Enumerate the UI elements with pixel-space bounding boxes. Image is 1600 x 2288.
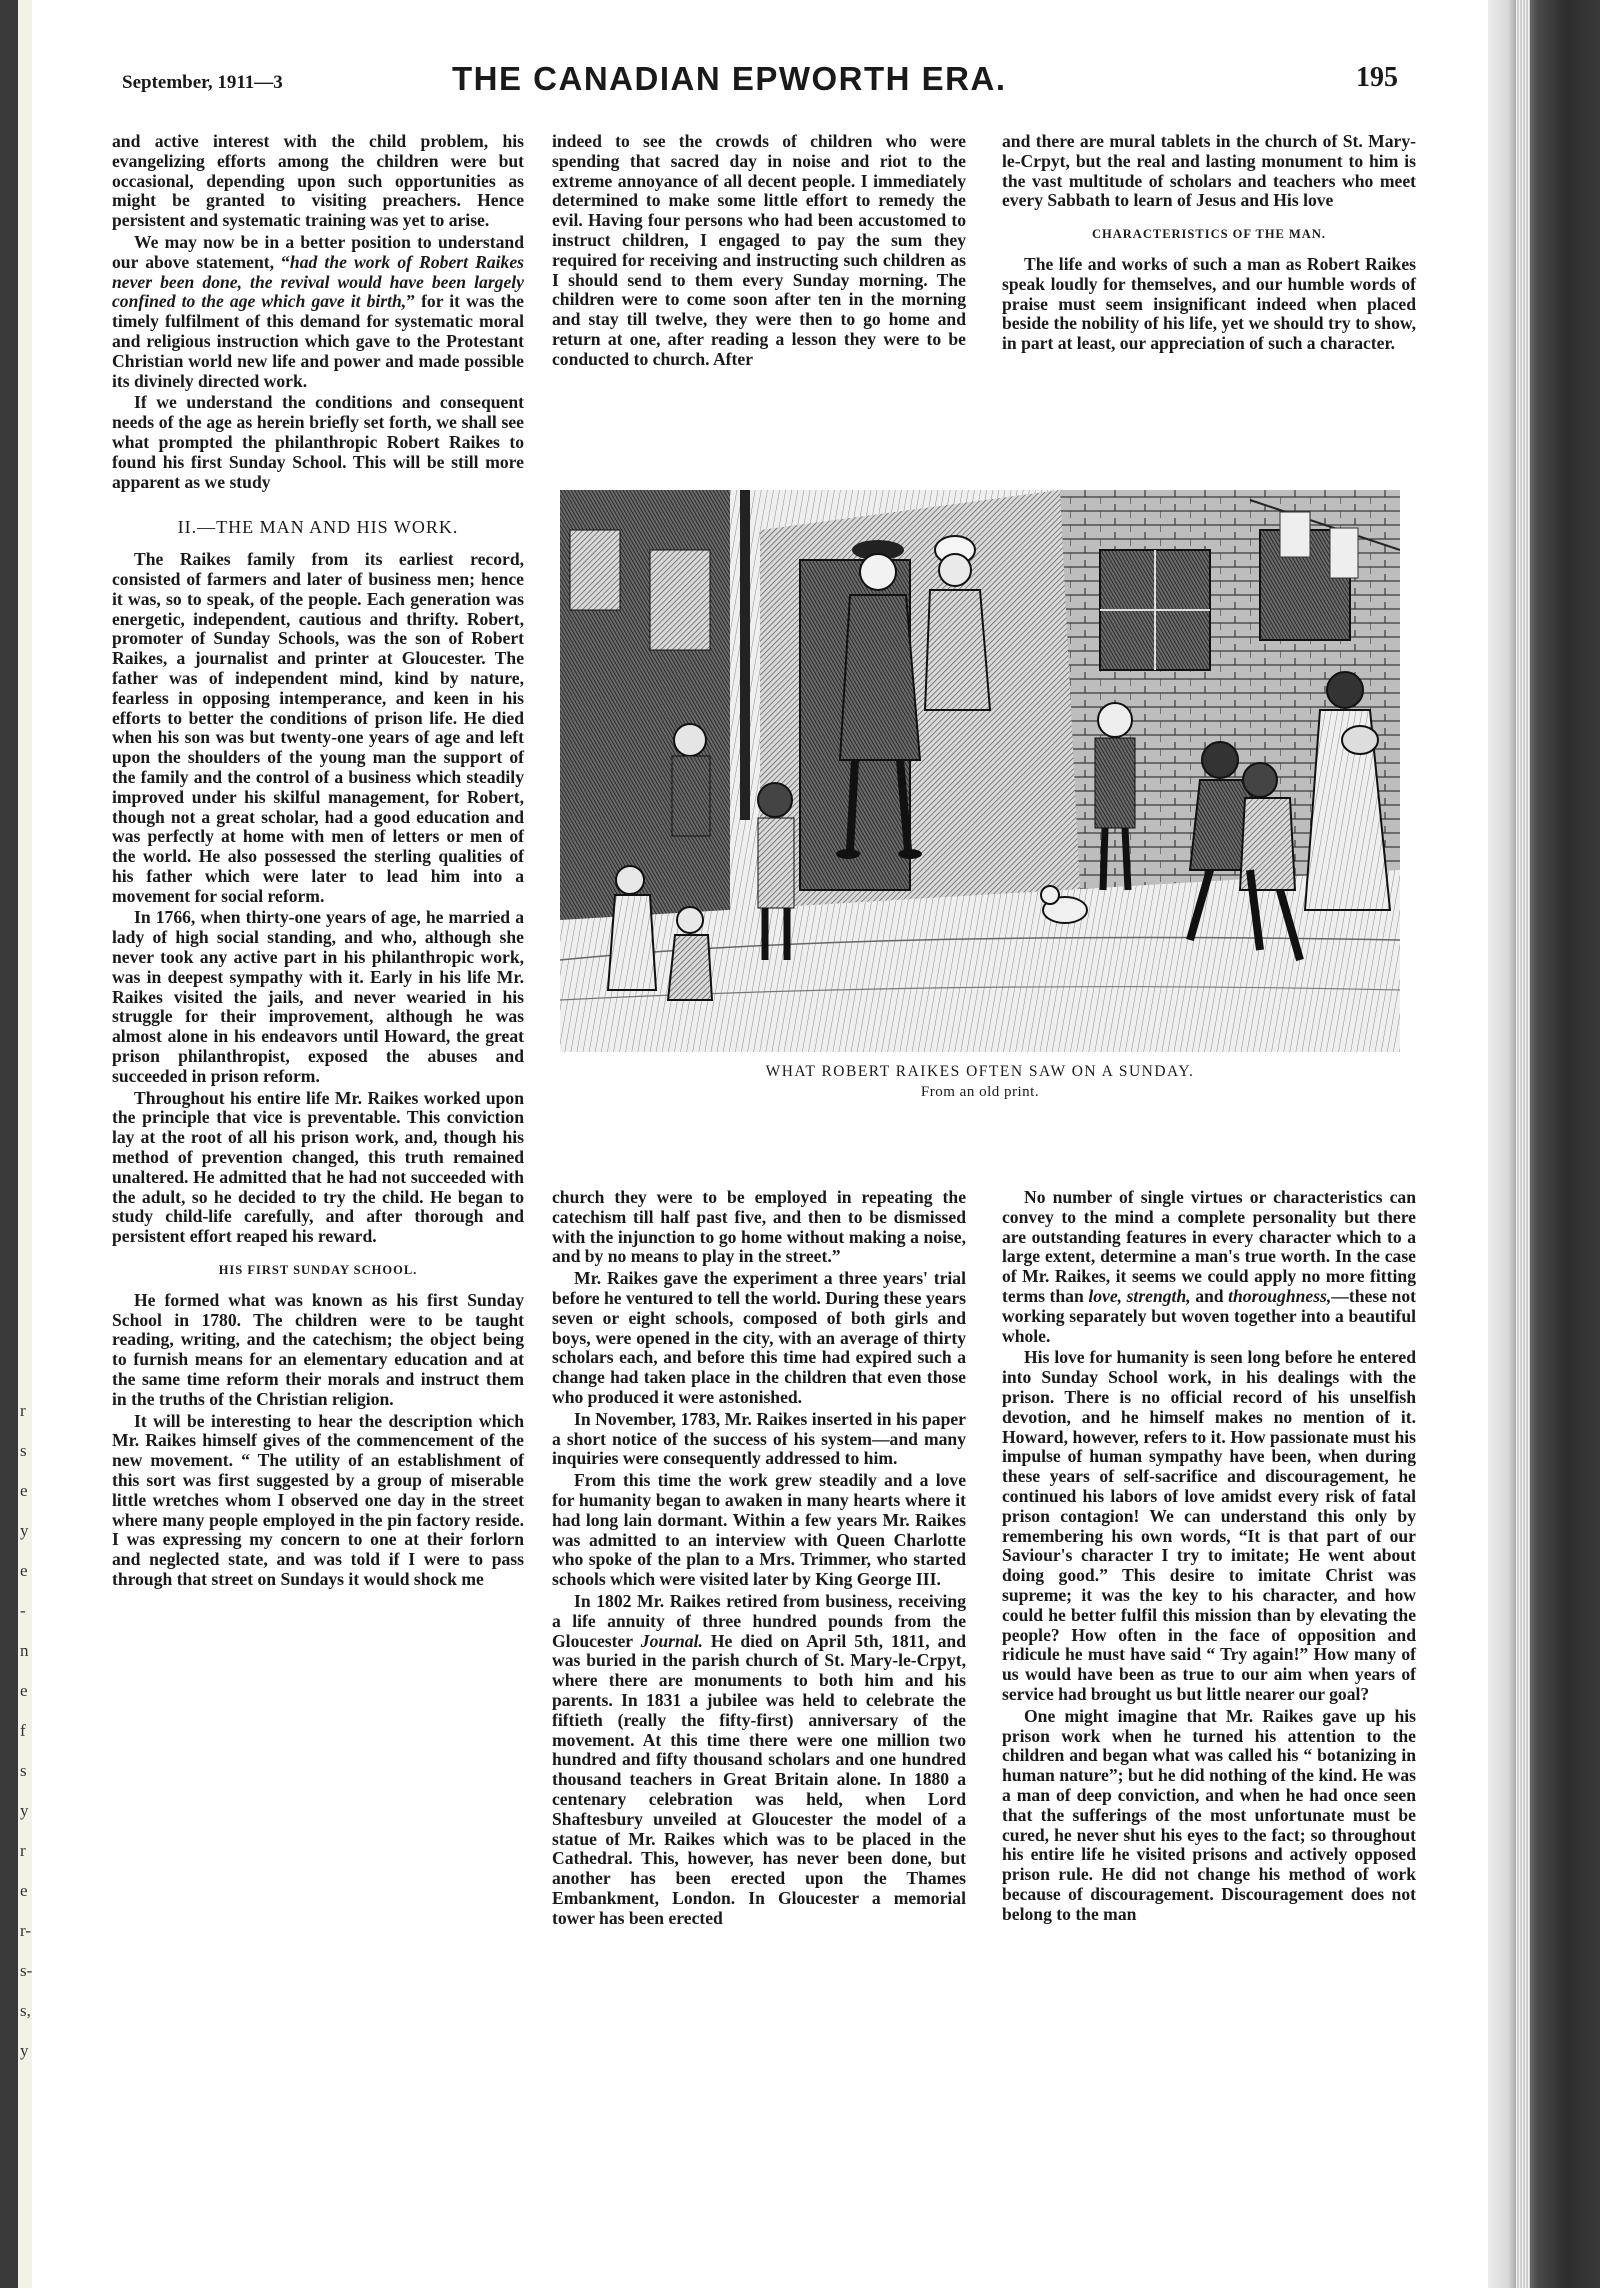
subsection-heading: CHARACTERISTICS OF THE MAN. [1092,227,1326,242]
street-scene-engraving [560,490,1400,1052]
paragraph: The Raikes family from its earliest record, consisted of farmers and later of business men; hence it was, so to speak, of the people. Each generation was energetic, independent, cautious and thrifty. Robert, promoter of Sunday Schools, was the son of Robert Raikes, a journalist and printer at Gloucester. The father was of independent mind, kind by nature, fearless in opposing intemperance, and keen in his efforts to better the conditions of prison life. He died when his son was but twenty-one years of age and left upon the shoulders of the young man the support of the family and the control of a business which steadily improved under his skilful management, for Robert, though not a great scholar, had a good education and was perfectly at home with men of letters or men of the world. He also possessed the sterling qualities of his father which were later to lead him into a movement for social reform. [112,549,524,906]
paragraph: It will be interesting to hear the description which Mr. Raikes himself gives of the commencement of the new movement. “ The utility of an establishment of this sort was first suggested by a group of miserable little wretches whom I observed one day in the street where many people employed in the pin factory reside. I was expressing my concern to one at their forlorn and neglected state, and was told if I were to pass through that street on Sundays it would shock me [112,1410,524,1589]
paragraph: His love for humanity is seen long before he entered into Sunday School work, in his dealings with the prison. There is no official record of his unselfish devotion, and he himself makes no mention of it. Howard, however, refers to it. How passionate must his impulse of human sympathy have been, when during these years of self-sacrifice and discouragement, he continued his labors of love amidst every risk of fatal prison contagion! We can understand this only by remembering his own words, “It is that part of our Saviour's character I try to imitate; He went about doing good.” This desire to imitate Christ was supreme; it was the key to his character, and how could he better fulfil this mission than by elevating the people? How often in the face of opposition and ridicule he must have said “ Try again!” How many of us would have been as true to our aim when years of service had brought us but little nearer our goal? [1002,1347,1416,1704]
illustration-caption [560,1062,1400,1102]
paragraph: and there are mural tablets in the church of St. Mary-le-Crpyt, but the real and lasting monument to him is the vast multitude of scholars and teachers who meet every Sabbath to learn of Jesus and His love [1002,131,1416,211]
cut-off-text-fragment: r- [20,1921,31,1940]
column-2-top [552,132,966,372]
cut-off-text-fragment: f [20,1721,26,1740]
running-head [112,60,1432,104]
cut-off-text-fragment: s, [20,2001,31,2020]
paragraph: One might imagine that Mr. Raikes gave up his prison work when he turned his attention to the children and began what was called his “ botanizing in human nature”; but he did nothing of the kind. He was a man of deep conviction, and when he had once seen that the sufferings of the most unfortunate must be cured, he never shut his eyes to the fact; so throughout his entire life he visited prisons and actively opposed prison rule. He did not change his method of work because of discouragement. Discouragement does not belong to the man [1002,1705,1416,1924]
paragraph: If we understand the conditions and consequent needs of the age as herein briefly set forth, we shall see what prompted the philanthropic Robert Raikes to found his first Sunday School. This will be still more apparent as we study [112,392,524,492]
paragraph: indeed to see the crowds of children who were spending that sacred day in noise and riot to the extreme annoyance of all decent people. I immediately determined to make some little effort to remedy the evil. Having four persons who had been accustomed to instruct children, I engaged to pay the sum they required for receiving and instructing such children as I should send to them every Sunday morning. The children were to come soon after ten in the morning and stay till twelve, they were then to go home and return at one, after reading a lesson they were to be conducted to church. After [552,131,966,369]
cut-off-text-fragment: s- [20,1961,33,1980]
cut-off-text-fragment: n [20,1641,29,1660]
caption-title: WHAT ROBERT RAIKES OFTEN SAW ON A SUNDAY. [765,1063,1195,1080]
magazine-title: THE CANADIAN EPWORTH ERA. [452,60,1007,97]
book-gutter [1488,0,1600,2288]
caption-source: From an old print. [920,1084,1040,1100]
cut-off-text-fragment: y [20,2041,29,2060]
cut-off-text-fragment: r [20,1401,26,1420]
paragraph: church they were to be employed in repeating the catechism till half past five, and then to be dismissed with the injunction to go home without making a noise, and by no means to play in the street.” [552,1187,966,1267]
paragraph: In 1766, when thirty-one years of age, he married a lady of high social standing, and who, although she never took any active part in his philanthropic work, was in deepest sympathy with it. Early in his life Mr. Raikes visited the jails, and never wearied in his struggle for their improvement, although he was almost alone in his endeavors until Howard, the great prison philanthropist, exposed the abuses and succeeded in prison reform. [112,907,524,1086]
page-stack [1516,0,1530,2288]
column-3-bottom [1002,1188,1416,1926]
column-1 [112,132,524,1592]
paragraph: The life and works of such a man as Robert Raikes speak loudly for themselves, and our humble words of praise must seem insignificant indeed when placed beside the nobility of his life, yet we should try to show, in part at least, our appreciation of such a character. [1002,253,1416,354]
paragraph: No number of single virtues or characteristics can convey to the mind a complete personality but there are outstanding features in every character which to a large extent, determine a man's true worth. In the case of Mr. Raikes, it seems we could apply no more fitting terms than love, strength, and thoroughness,—these not working separately but woven together into a beautiful whole. [1002,1187,1416,1346]
paragraph: From this time the work grew steadily and a love for humanity began to awaken in many hearts where it had long lain dormant. Within a few years Mr. Raikes was admitted to an interview with Queen Charlotte who spoke of the plan to a Mrs. Trimmer, who started schools which were visited later by King George III. [552,1470,966,1590]
column-3-top [1002,132,1416,356]
cut-off-text-fragment: y [20,1521,29,1540]
column-2-bottom [552,1188,966,1930]
cut-off-text-fragment: e [20,1881,28,1900]
paragraph: Mr. Raikes gave the experiment a three years' trial before he ventured to tell the world. During these years seven or eight schools, composed of both girls and boys, were opened in the city, with an average of thirty scholars each, and before this time had expired such a change had taken place in the children that even those who produced it were astonished. [552,1268,966,1407]
cut-off-text-fragment: e [20,1561,28,1580]
cut-off-text-fragment: e [20,1481,28,1500]
cut-off-text-fragment: s [20,1441,27,1460]
engraving-illustration [560,490,1400,1052]
cut-off-text-fragment: y [20,1801,29,1820]
section-heading: II.—THE MAN AND HIS WORK. [177,517,459,538]
paragraph: and active interest with the child problem, his evangelizing efforts among the children were but occasional, depending upon such opportunities as might be granted to visiting preachers. Hence persistent and systematic training was yet to arise. [112,131,524,231]
paragraph: In 1802 Mr. Raikes retired from business, receiving a life annuity of three hundred pounds from the Gloucester Journal. He died on April 5th, 1811, and was buried in the parish church of St. Mary-le-Crpyt, where there are monuments to both him and his parents. In 1831 a jubilee was held to celebrate the fiftieth (really the fifty-first) anniversary of the movement. At this time there were one million two hundred and fifty thousand scholars and one hundred thousand teachers in Great Britain alone. In 1880 a centenary celebration was held, when Lord Shaftesbury unveiled at Gloucester the model of a statue of Mr. Raikes which was to be placed in the Cathedral. This, however, has never been done, but another has been erected upon the Thames Embankment, London. In Gloucester a memorial tower has been erected [552,1590,966,1928]
paragraph: We may now be in a better position to understand our above statement, “had the work of Robert Raikes never been done, the revival would have been largely confined to the age which gave it birth,” for it was the timely fulfilment of this demand for systematic moral and religious instruction which gave to the Protestant Christian world new life and power and made possible its divinely directed work. [112,231,524,391]
cut-off-text-fragment: e [20,1681,28,1700]
cut-off-text-fragment: - [20,1601,26,1620]
subsection-heading: HIS FIRST SUNDAY SCHOOL. [218,1263,418,1278]
page-number: 195 [1356,62,1398,93]
paragraph: Throughout his entire life Mr. Raikes worked upon the principle that vice is preventable. This conviction lay at the root of all his prison work, and, though his method of prevention changed, this truth remained unaltered. He admitted that he had not succeeded with the adult, so he decided to try the child. He began to study child-life carefully, and after thorough and persistent effort reaped his reward. [112,1087,524,1247]
paragraph: He formed what was known as his first Sunday School in 1780. The children were to be taught reading, writing, and the catechism; the object being to furnish means for an elementary education and at the same time reform their morals and instruct them in the truths of the Christian religion. [112,1289,524,1409]
magazine-page [112,60,1432,2260]
cut-off-text-fragment: s [20,1761,27,1780]
binding-shadow [0,0,18,2288]
cut-off-text-fragment: r [20,1841,26,1860]
previous-page-edge [18,0,32,2288]
paragraph: In November, 1783, Mr. Raikes inserted in his paper a short notice of the success of his system—and many inquiries were consequently addressed to him. [552,1408,966,1469]
issue-date: September, 1911—3 [122,72,283,93]
